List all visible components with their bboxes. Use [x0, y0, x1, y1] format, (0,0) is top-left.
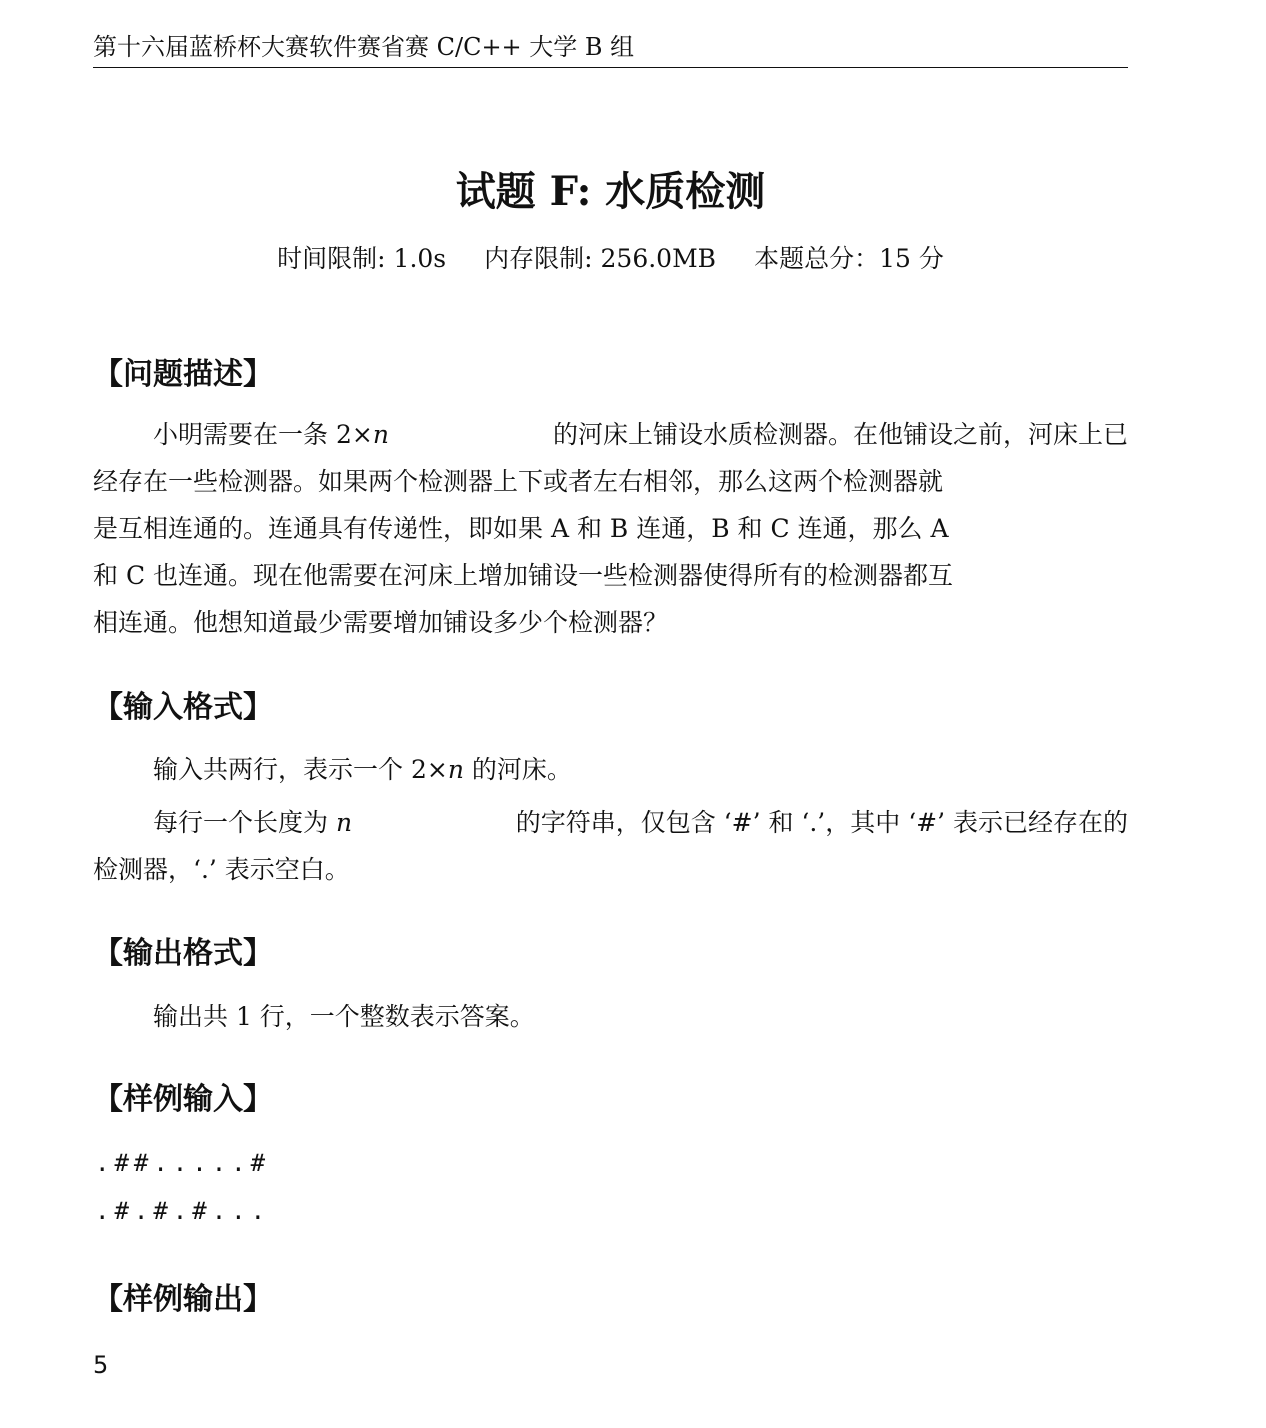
- time-limit: 时间限制: 1.0s: [277, 244, 447, 273]
- input-text: 每行一个长度为: [153, 808, 336, 837]
- title-name: 水质检测: [591, 169, 766, 215]
- sample-input-line-2: .#.#.#...: [95, 1197, 271, 1225]
- input-text: 检测器，‘.’ 表示空白。: [93, 855, 350, 884]
- description-line: [93, 411, 1128, 458]
- description-line: [93, 505, 1128, 552]
- sample-input-heading: 【样例输入】: [93, 1082, 273, 1117]
- description-text: 的河床上铺设水质检测器。在他铺设之前，河床上已: [552, 420, 1128, 449]
- description-text: 小明需要在一条 2×: [153, 420, 373, 449]
- page-number: 5: [93, 1351, 109, 1379]
- input-text: 的河床。: [463, 755, 572, 784]
- description-line: [93, 458, 1128, 505]
- memory-limit: 内存限制: 256.0MB: [484, 244, 717, 273]
- output-heading: 【输出格式】: [93, 936, 273, 971]
- description-line: [93, 599, 1128, 646]
- title-prefix: 试题: [455, 169, 550, 215]
- limits-line: [93, 240, 1128, 278]
- problem-title: [93, 164, 1128, 220]
- total-score: 本题总分：15 分: [754, 244, 944, 273]
- title-letter: F:: [549, 168, 592, 215]
- input-line: [93, 799, 1128, 846]
- sample-output-heading: 【样例输出】: [93, 1282, 273, 1317]
- header-rule: [93, 67, 1128, 68]
- input-line-1: [153, 746, 572, 793]
- input-text: 的字符串，仅包含 ‘#’ 和 ‘.’，其中 ‘#’ 表示已经存在的: [515, 808, 1128, 837]
- math-variable: n: [447, 755, 464, 784]
- running-head: 第十六届蓝桥杯大赛软件赛省赛 C/C++ 大学 B 组: [93, 33, 635, 61]
- input-line: [93, 846, 1128, 893]
- description-text: 相连通。他想知道最少需要增加铺设多少个检测器？: [93, 608, 669, 637]
- description-line: [93, 552, 1128, 599]
- description-text: 是互相连通的。连通具有传递性，即如果 A 和 B 连通，B 和 C 连通，那么 A: [93, 514, 949, 543]
- input-heading: 【输入格式】: [93, 690, 273, 725]
- sample-input-line-1: .##.....#: [95, 1149, 271, 1177]
- input-paragraph-2: [93, 799, 1128, 893]
- description-paragraph: [93, 411, 1128, 646]
- math-variable: n: [335, 808, 353, 837]
- description-heading: 【问题描述】: [93, 357, 273, 392]
- description-text: 和 C 也连通。现在他需要在河床上增加铺设一些检测器使得所有的检测器都互: [93, 561, 954, 590]
- description-text: 经存在一些检测器。如果两个检测器上下或者左右相邻，那么这两个检测器就: [93, 467, 944, 496]
- math-variable: n: [372, 420, 389, 449]
- output-line-1: 输出共 1 行，一个整数表示答案。: [153, 1002, 535, 1031]
- input-text: 输入共两行，表示一个 2×: [153, 755, 448, 784]
